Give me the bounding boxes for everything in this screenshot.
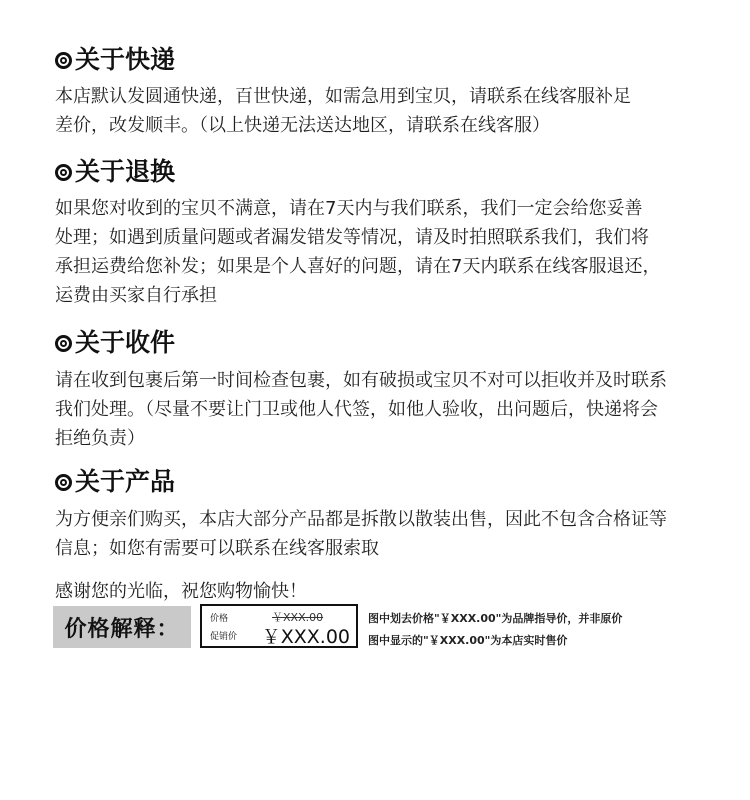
sale-price-key: 促销价 [210, 632, 238, 642]
body-line: 我们处理。（尽量不要让门卫或他人代签，如他人验收，出问题后，快递将会 [55, 399, 658, 420]
sale-price-value: ￥XXX.00 [261, 626, 350, 648]
section-title-returns [55, 157, 175, 187]
section-title-text: 关于收件 [75, 328, 176, 357]
body-line: 如果您对收到的宝贝不满意，请在7天内与我们联系，我们一定会给您妥善 [55, 198, 643, 219]
price-demo-sale-row [210, 625, 350, 646]
price-note-actual: 图中显示的"￥XXX.00"为本店实时售价 [368, 634, 568, 647]
section-title-text: 关于产品 [75, 467, 176, 496]
section-title-express [55, 45, 175, 75]
double-circle-icon [55, 164, 72, 181]
body-line: 拒绝负责） [55, 428, 145, 449]
section-title-text: 关于快递 [75, 45, 176, 74]
section-title-products [55, 467, 175, 497]
price-note-guide: 图中划去价格"￥XXX.00"为品牌指导价，并非原价 [368, 612, 623, 625]
section-body-express [55, 82, 735, 140]
body-line: 请在收到包裹后第一时间检查包裹，如有破损或宝贝不对可以拒收并及时联系 [55, 370, 667, 391]
section-title-text: 关于退换 [75, 157, 176, 186]
section-body-receiving [55, 366, 735, 453]
original-price-value: ￥XXX.00 [272, 611, 324, 624]
body-line: 运费由买家自行承担 [55, 285, 217, 306]
body-line: 本店默认发圆通快递，百世快递，如需急用到宝贝，请联系在线客服补足 [55, 86, 631, 107]
thanks-text: 感谢您的光临，祝您购物愉快！ [55, 581, 307, 602]
section-title-receiving [55, 328, 175, 358]
section-body-products [55, 505, 735, 563]
price-explain-label: 价格解释： [53, 606, 191, 648]
body-line: 信息；如您有需要可以联系在线客服索取 [55, 538, 379, 559]
body-line: 处理；如遇到质量问题或者漏发错发等情况，请及时拍照联系我们，我们将 [55, 227, 649, 248]
body-line: 为方便亲们购买，本店大部分产品都是拆散以散装出售，因此不包含合格证等 [55, 509, 667, 530]
body-line: 差价，改发顺丰。（以上快递无法送达地区，请联系在线客服） [55, 115, 550, 136]
double-circle-icon [55, 335, 72, 352]
body-line: 承担运费给您补发；如果是个人喜好的问题，请在7天内联系在线客服退还， [55, 256, 661, 277]
double-circle-icon [55, 52, 72, 69]
original-price-key: 价格 [210, 613, 229, 624]
section-body-returns [55, 194, 735, 310]
double-circle-icon [55, 474, 72, 491]
price-demo-box [200, 604, 358, 648]
